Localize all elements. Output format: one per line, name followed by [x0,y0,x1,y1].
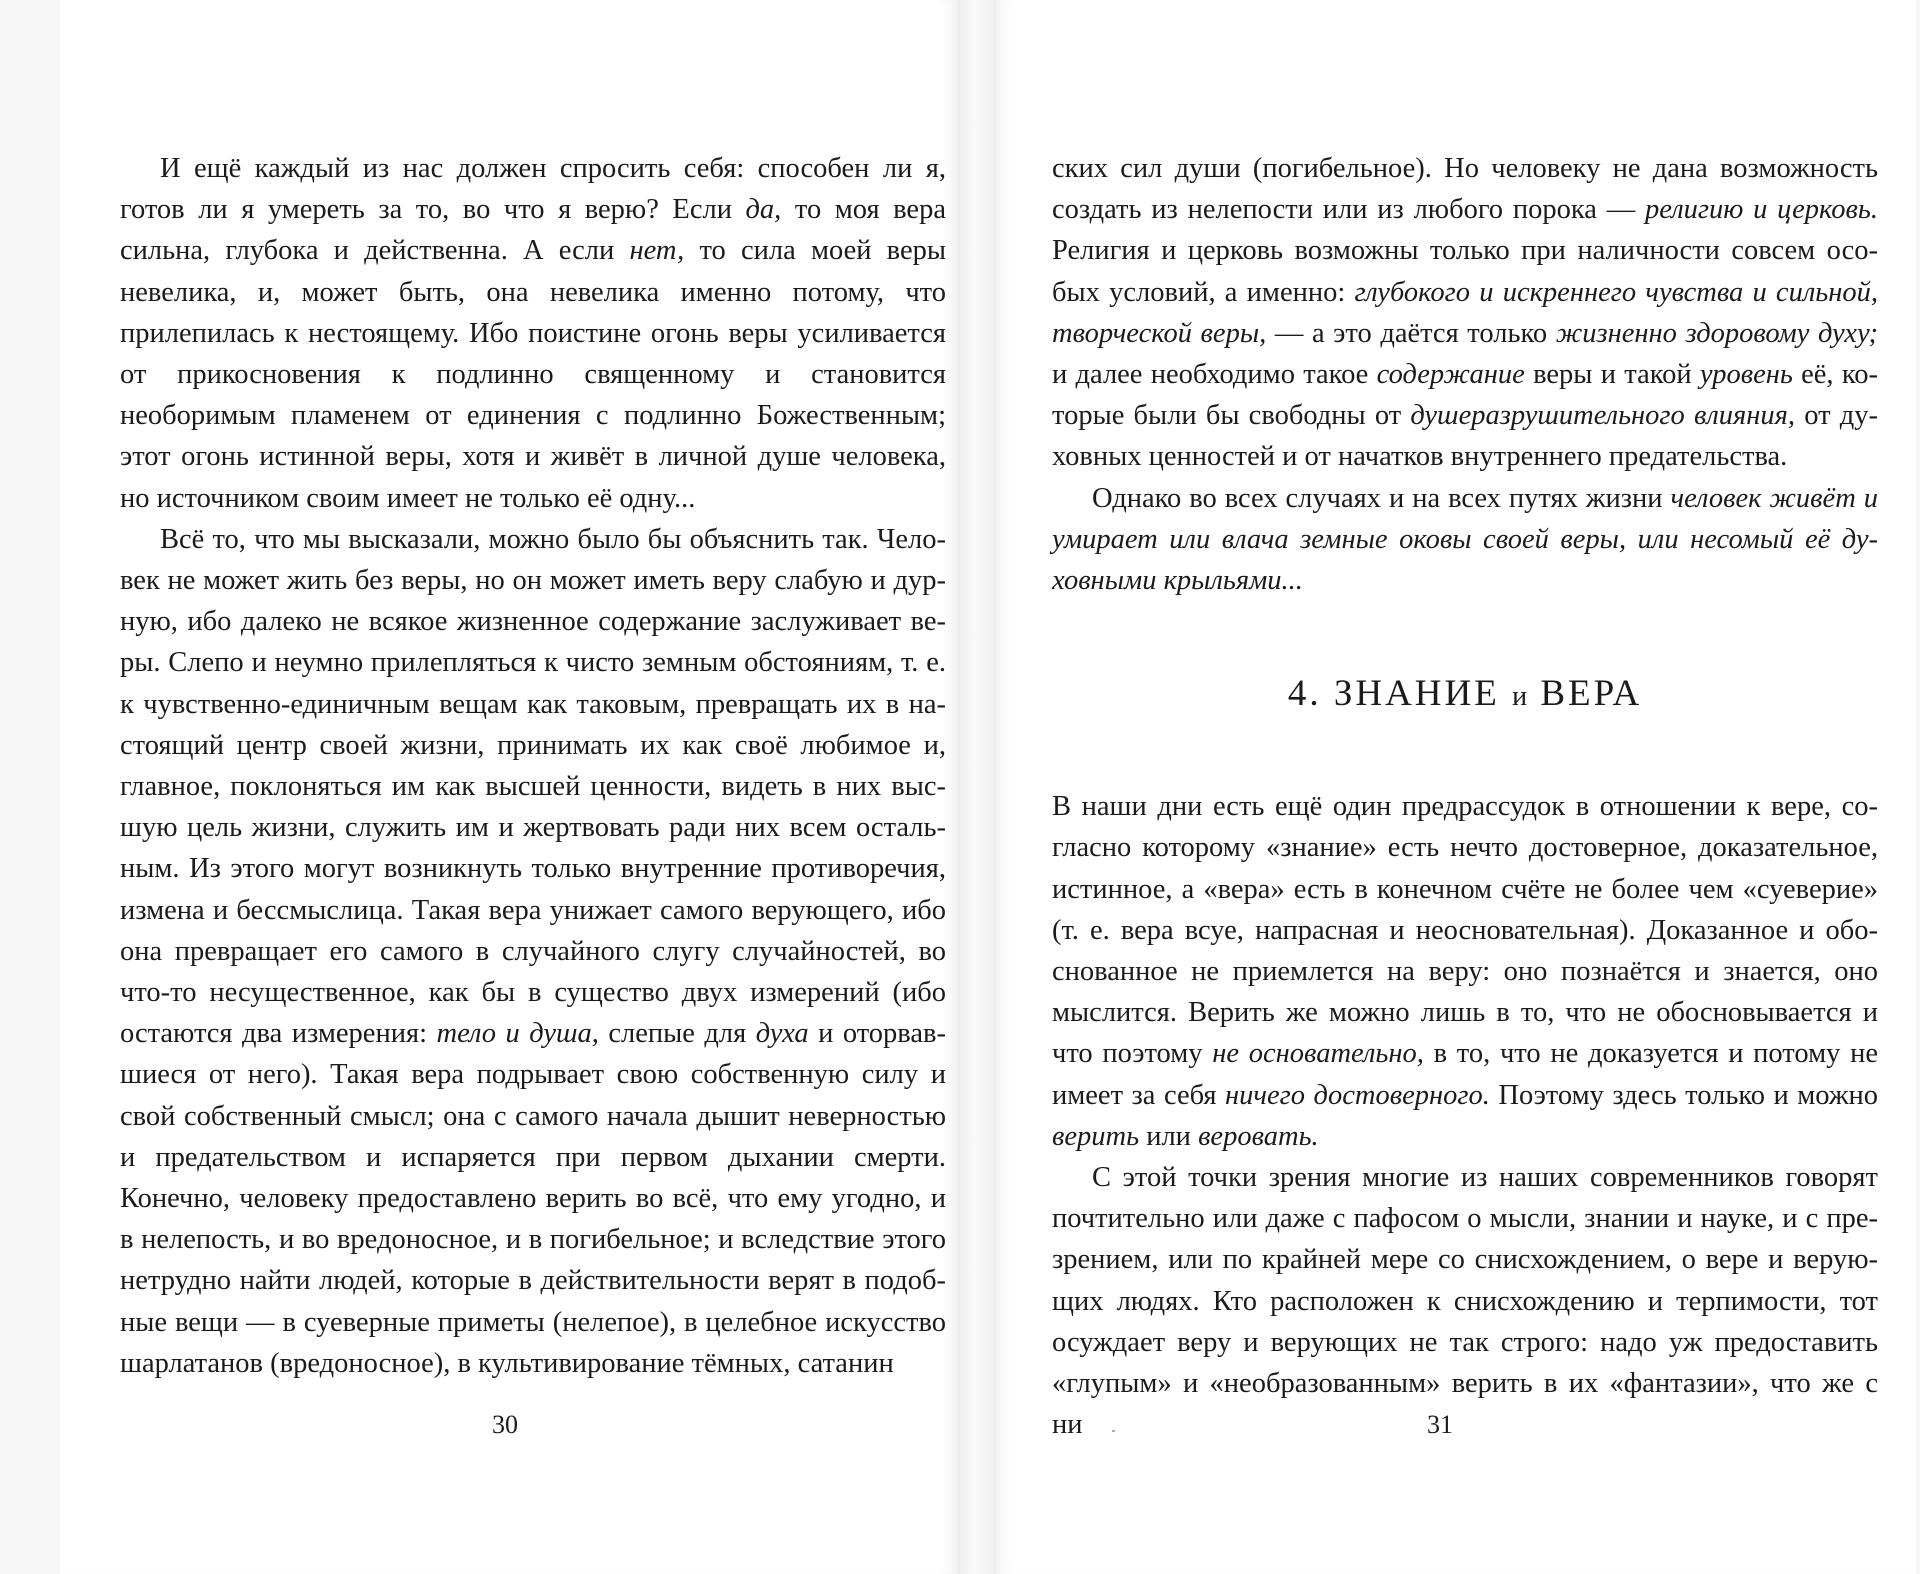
italic-run: да, [745,194,782,226]
paragraph [1052,786,1878,1157]
left-page [60,0,958,1574]
text-run: то сила моей веры невелика, и, может быть, она невелика именно потому, что прилепилась к нестоящему. Ибо поистине огонь веры усиливается от прикосновения к подлинно священному и становится необоримым пламенем от единения с подлинно Божественным; этот огонь истинной веры, хотя и живёт в личной душе человека, но источником своим имеет не только её одну... [120,235,947,514]
paragraph [1052,478,1878,602]
text-run: В наши дни есть ещё один предрассудок в отношении к вере, согласно которому «знание» есть нечто достоверное, доказательное, истинное, а «вера» есть в конечном счёте не более чем «суеверие» (т. е. вера всуе, напрасная и неосновательная). Доказанное и обоснованное не приемлется на веру: оно познаётся и знается, оно мыслится. Верить же можно лишь в то, что не обосновывается и что поэтому [1052,791,1878,1070]
chapter-heading-end: ВЕРА [1528,673,1643,715]
paragraph [1052,148,1878,478]
text-run: — а это даётся только [1266,317,1556,349]
book-gutter [958,0,996,1574]
italic-run: нет, [629,235,685,267]
italic-run: ничего достоверного. [1225,1079,1490,1111]
text-run: её, которые были бы свободны от [1052,359,1878,432]
text-run: ских сил души (погибельное). Но человеку не дана возможность создать из нелепости или из любого порока — [1052,153,1878,226]
italic-run: веровать. [1198,1120,1319,1152]
right-page-text [1052,148,1878,1445]
chapter-heading [1052,672,1878,719]
page-number: 31 [1427,1410,1453,1439]
left-page-text [120,148,946,1384]
text-run: С этой точки зрения многие из наших современников говорят почтительно или даже с пафосом о мысли, знании и науке, и с презрением, или по крайней мере со снисхождением, о вере и верующих людях. Кто расположен к снисхождению и терпимости, тот осуждает веру и верующих не так строго: надо уж предоставить «глупым» и «необразованным» верить в их «фантазии», что же с ни [1052,1162,1878,1441]
italic-run: духа [755,1018,809,1050]
text-run: веры и такой [1524,359,1700,391]
text-run: или [1139,1120,1199,1152]
paragraph [1052,1157,1878,1445]
italic-run: тело и душа, [436,1018,599,1050]
chapter-heading-main: 4. ЗНАНИЕ [1287,673,1513,715]
text-run: в то, что не доказуется и потому не имеет за себя [1052,1038,1878,1111]
right-page [996,0,1916,1574]
chapter-heading-conjunction: и [1512,681,1529,713]
paragraph [120,519,946,1384]
page-number: 30 [492,1410,518,1439]
print-speck [1112,1430,1115,1432]
italic-run: душеразрушительного влияния, [1410,400,1796,432]
italic-run: человек живёт и умирает или влача земные оковы своей веры, или несомый её духовными крыльями... [1052,482,1879,597]
italic-run: уровень [1699,359,1793,391]
text-run: Поэтому здесь только и можно [1489,1079,1879,1111]
text-run: и далее необходимо такое [1052,359,1377,391]
text-run: Однако во всех случаях и на всех путях жизни [1092,482,1671,514]
text-run: И ещё каждый из нас должен спросить себя: способен ли я, готов ли я умереть за то, во что я верю? Если [120,153,946,226]
paragraph [120,148,946,519]
text-run: слепые для [598,1018,756,1050]
text-run: и оторвавшиеся от него). Такая вера подрывает свою собственную силу и свой собственный смысл; она с самого начала дышит неверностью и предательством и испаряется при первом дыхании смерти. Конечно, человеку предоставлено верить во всё, что ему угодно, и в нелепость, и во вредоносное, и в погибельное; и вследствие этого нетрудно найти людей, которые в действительности верят в подобные вещи — в суеверные приметы (нелепое), в целебное искусство шарлатанов (вредоносное), в культивирование тёмных, сатанин [120,1018,946,1379]
italic-run: содержание [1376,359,1525,391]
italic-run: религию и церковь. [1645,194,1879,226]
text-run: от духовных ценностей и от начатков внутреннего предательства. [1052,400,1878,473]
text-run: то моя вера сильна, глубока и действенна. А если [120,194,946,267]
italic-run: верить [1052,1120,1140,1152]
text-run: Религия и церковь возможны только при наличности совсем особых условий, а именно: [1052,235,1878,308]
italic-run: глубокого и искреннего чувства и сильной, творческой веры, [1052,276,1878,349]
text-run: Всё то, что мы высказали, можно было бы объяснить так. Человек не может жить без веры, но он может иметь веру слабую и дурную, ибо далеко не всякое жизненное содержание заслуживает веры. Слепо и неумно прилепляться к чисто земным обстояниям, т. е. к чувственно-единичным вещам как таковым, превращать их в настоящий центр своей жизни, принимать их как своё любимое и, главное, поклоняться им как высшей ценности, видеть в них высшую цель жизни, служить им и жертвовать ради них всем остальным. Из этого могут возникнуть только внутренние противоречия, измена и бессмыслица. Такая вера унижает самого верующего, ибо она превращает его самого в случайного слугу случайностей, во что-то несущественное, как бы в существо двух измерений (ибо остаются два измерения: [120,523,946,1050]
italic-run: не основательно, [1212,1038,1424,1070]
italic-run: жизненно здоровому духу; [1555,317,1879,349]
